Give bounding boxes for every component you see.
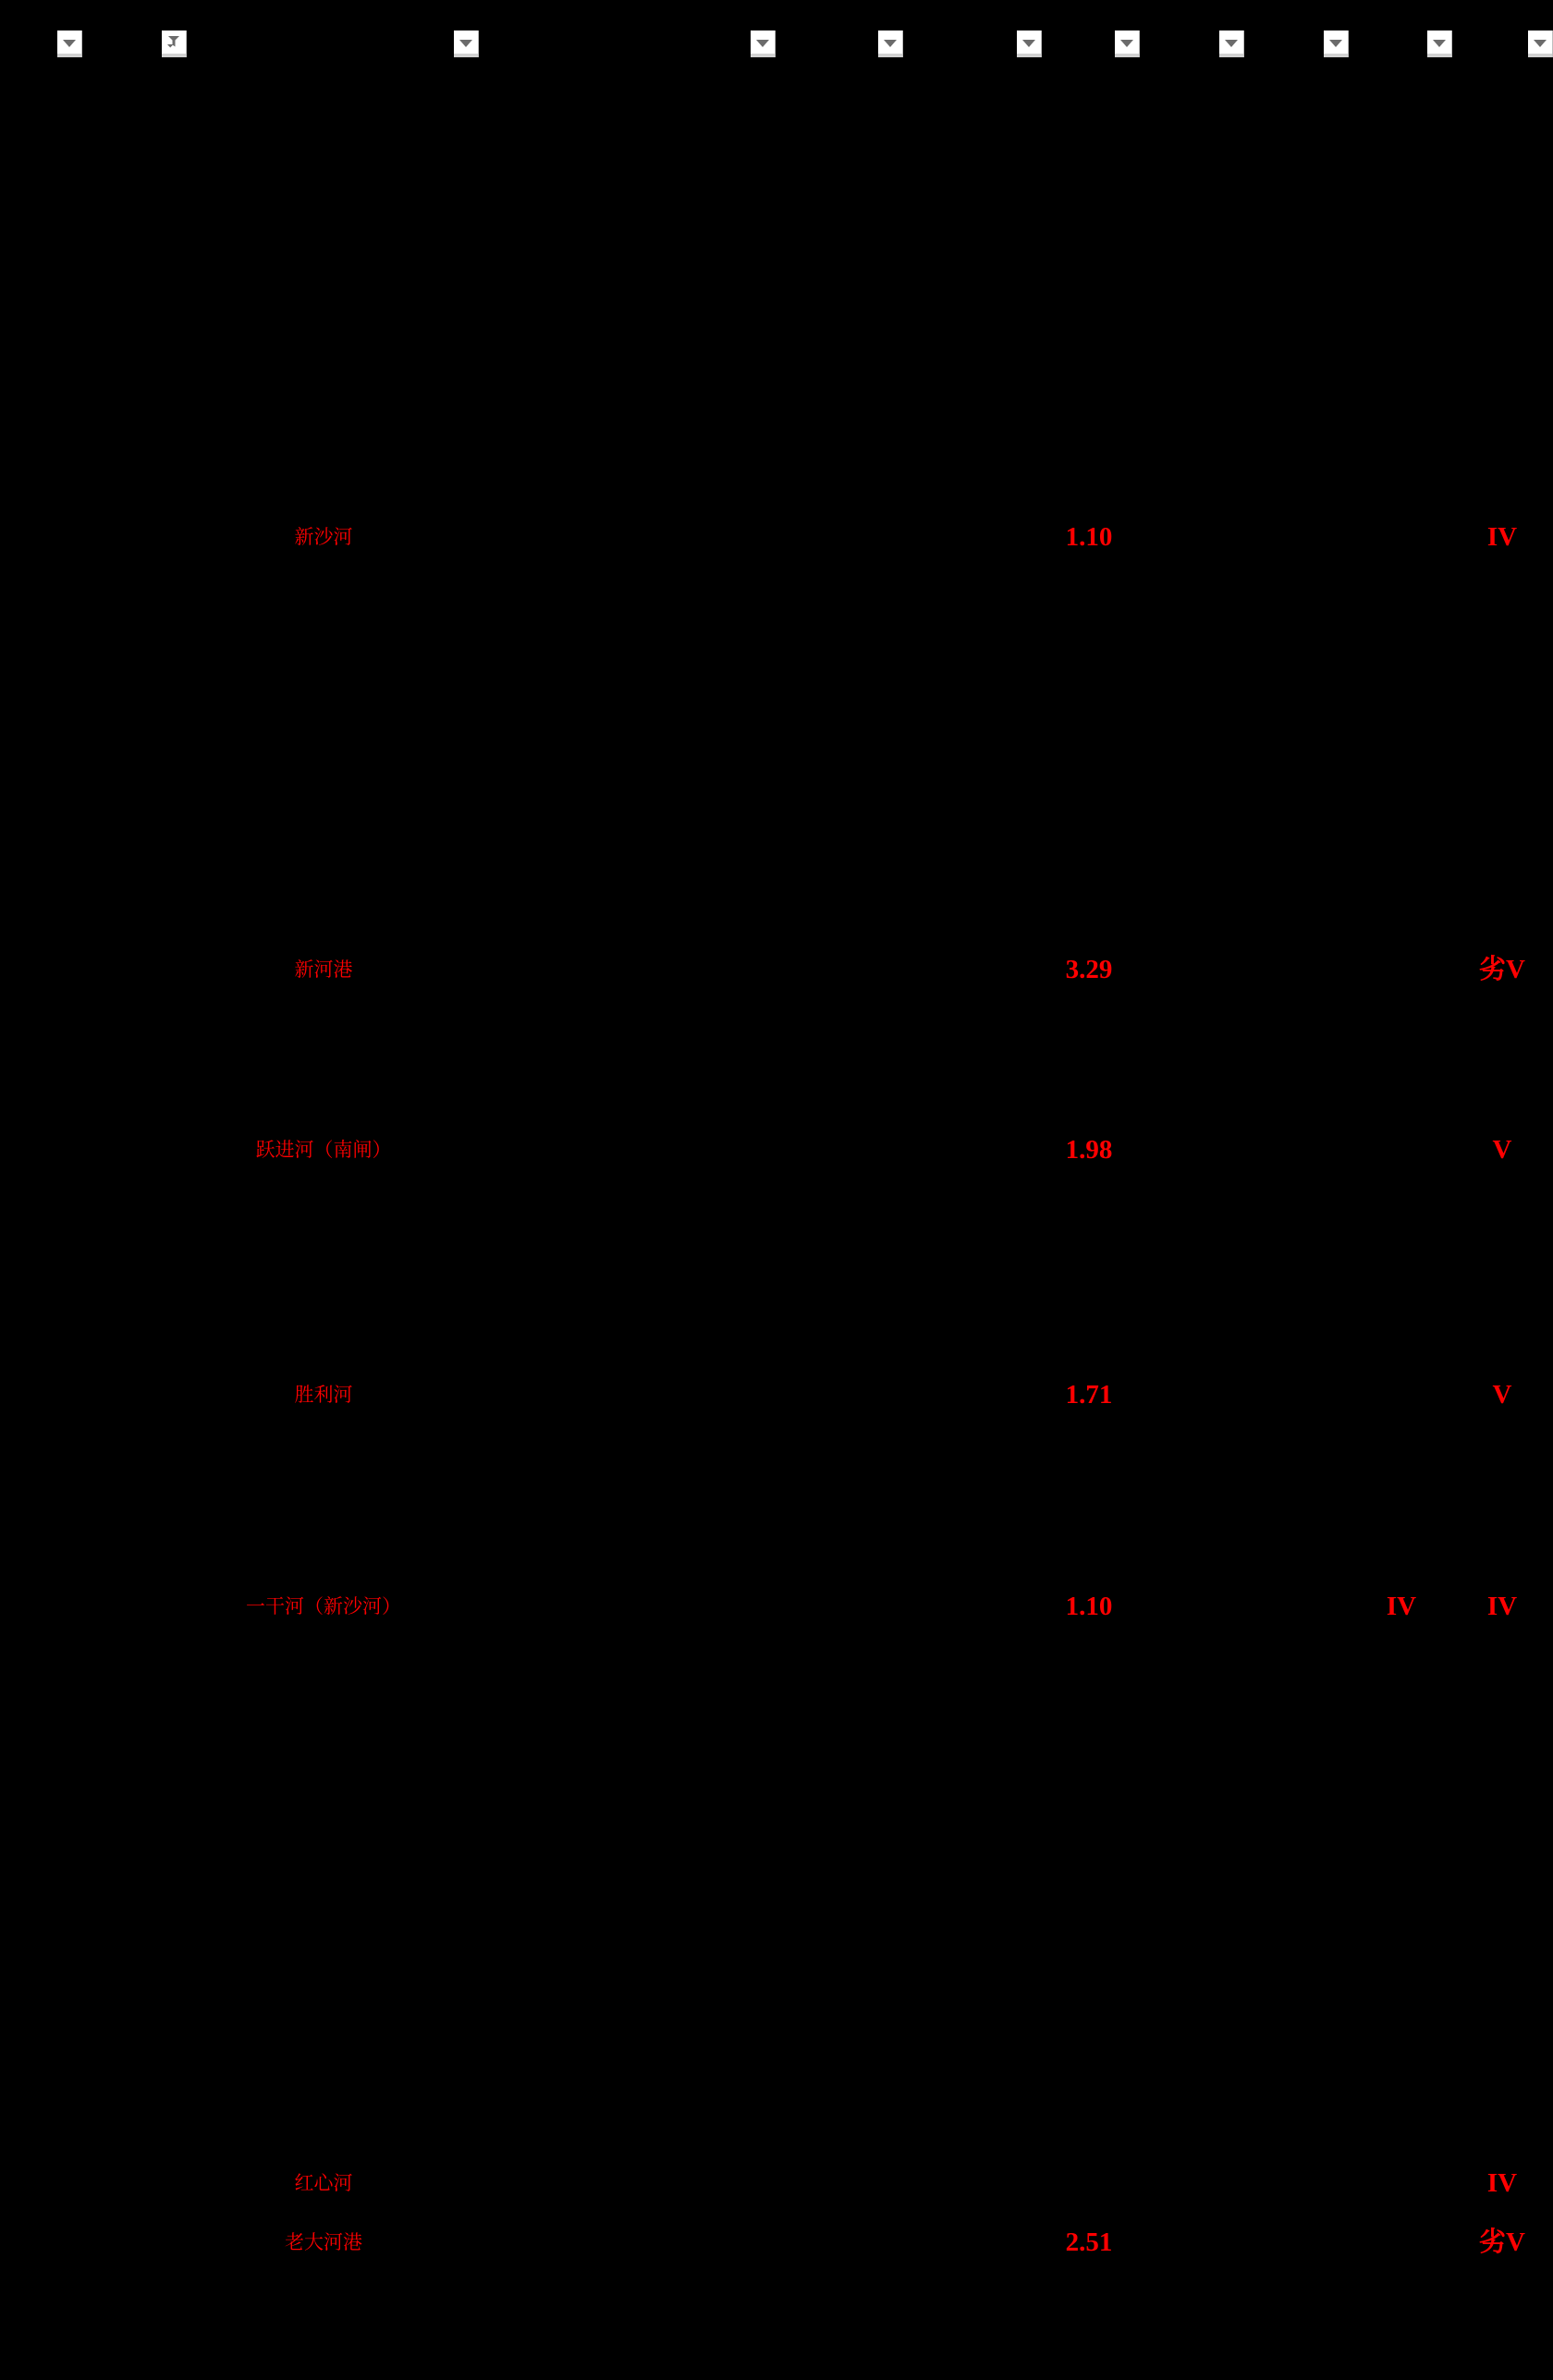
- water-quality-grade-cell[interactable]: V: [1492, 1380, 1512, 1410]
- column-filter-button[interactable]: [751, 31, 775, 57]
- index-value-cell[interactable]: 3.29: [1065, 955, 1113, 984]
- table-row: [0, 955, 1553, 984]
- table-row: [0, 2227, 1553, 2257]
- river-name-cell[interactable]: 老大河港: [285, 2231, 362, 2253]
- column-filter-button[interactable]: [1219, 31, 1243, 57]
- column-filter-button[interactable]: [1324, 31, 1348, 57]
- index-value-cell[interactable]: 1.98: [1065, 1135, 1113, 1165]
- river-name-cell[interactable]: 新沙河: [294, 526, 353, 548]
- table-row: [0, 1380, 1553, 1410]
- column-filter-button-active[interactable]: [162, 31, 186, 57]
- table-row: [0, 522, 1553, 552]
- column-filter-button[interactable]: [878, 31, 902, 57]
- column-filter-button[interactable]: [57, 31, 81, 57]
- dropdown-arrow-icon: [63, 40, 76, 47]
- index-value-cell[interactable]: 1.71: [1065, 1380, 1113, 1410]
- dropdown-arrow-icon: [1329, 40, 1342, 47]
- index-value-cell[interactable]: 2.51: [1065, 2227, 1113, 2257]
- river-name-cell[interactable]: 红心河: [294, 2172, 353, 2194]
- table-row: [0, 1592, 1553, 1621]
- funnel-icon: [166, 35, 181, 49]
- river-name-cell[interactable]: 胜利河: [294, 1384, 353, 1406]
- dropdown-arrow-icon: [459, 40, 472, 47]
- index-value-cell[interactable]: 1.10: [1065, 1592, 1113, 1621]
- dropdown-arrow-icon: [1225, 40, 1238, 47]
- previous-grade-cell[interactable]: IV: [1386, 1592, 1417, 1621]
- water-quality-grade-cell[interactable]: V: [1492, 1135, 1512, 1165]
- river-name-cell[interactable]: 跃进河（南闸）: [255, 1139, 392, 1161]
- dropdown-arrow-icon: [1120, 40, 1133, 47]
- water-quality-grade-cell[interactable]: 劣V: [1479, 955, 1525, 984]
- dropdown-arrow-icon: [1022, 40, 1035, 47]
- table-row: [0, 1135, 1553, 1165]
- river-name-cell[interactable]: 一干河（新沙河）: [246, 1595, 401, 1617]
- dropdown-arrow-icon: [756, 40, 769, 47]
- dropdown-arrow-icon: [1433, 40, 1446, 47]
- water-quality-grade-cell[interactable]: IV: [1486, 522, 1518, 552]
- column-filter-button[interactable]: [1528, 31, 1552, 57]
- table-row: [0, 2168, 1553, 2198]
- column-filter-button[interactable]: [454, 31, 478, 57]
- water-quality-grade-cell[interactable]: IV: [1486, 2168, 1518, 2198]
- column-filter-button[interactable]: [1427, 31, 1451, 57]
- column-filter-button[interactable]: [1017, 31, 1041, 57]
- water-quality-grade-cell[interactable]: 劣V: [1479, 2227, 1525, 2257]
- dropdown-arrow-icon: [1534, 40, 1547, 47]
- index-value-cell[interactable]: 1.10: [1065, 522, 1113, 552]
- column-filter-button[interactable]: [1115, 31, 1139, 57]
- water-quality-grade-cell[interactable]: IV: [1486, 1592, 1518, 1621]
- dropdown-arrow-icon: [884, 40, 897, 47]
- river-name-cell[interactable]: 新河港: [294, 958, 353, 981]
